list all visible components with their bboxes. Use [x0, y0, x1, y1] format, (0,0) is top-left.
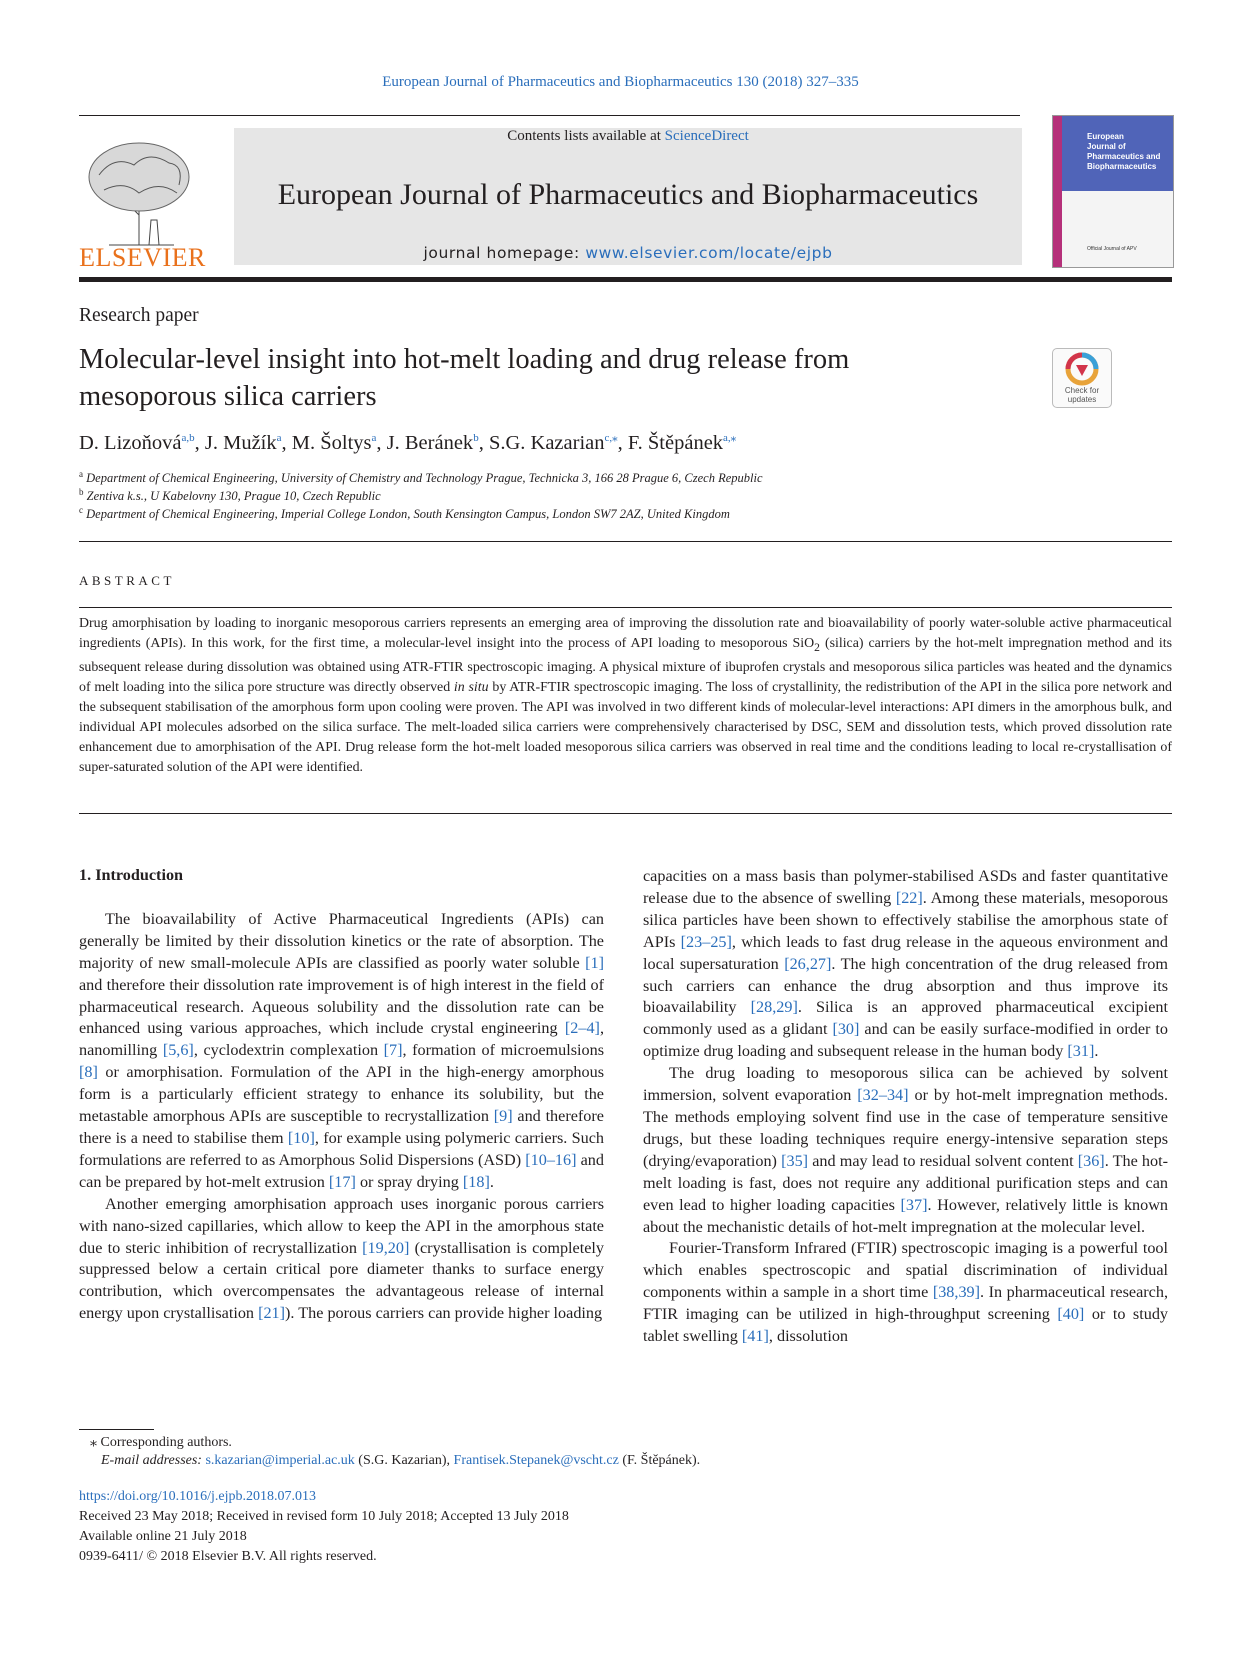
citation-link[interactable]: [9]: [493, 1107, 513, 1126]
affiliation-mark: b: [79, 487, 84, 497]
body-text: The drug loading to mesoporous silica can be achieved by solvent immersion, solvent evaporation: [643, 1064, 1168, 1105]
body-text: and can be prepared by hot-melt extrusion: [79, 1150, 604, 1191]
author-name[interactable]: S.G. Kazarian: [488, 431, 605, 454]
section-rule: [79, 813, 1172, 814]
homepage-prefix: journal homepage:: [423, 244, 586, 262]
citation-link[interactable]: [10–16]: [525, 1150, 577, 1169]
email-label: E-mail addresses:: [101, 1453, 206, 1468]
received-dates: Received 23 May 2018; Received in revised form 10 July 2018; Accepted 13 July 2018: [79, 1509, 569, 1524]
citation-link[interactable]: [17]: [328, 1172, 356, 1191]
email-link[interactable]: s.kazarian@imperial.ac.uk: [205, 1453, 355, 1468]
right-paragraphs: [643, 866, 1168, 1348]
affiliation-text: Zentiva k.s., U Kabelovny 130, Prague 10, Czech Republic: [86, 489, 381, 504]
cover-title-text: [1087, 132, 1160, 172]
author-name[interactable]: M. Šoltys: [291, 431, 372, 454]
body-text: ). The porous carriers can provide higher loading: [285, 1304, 603, 1323]
citation-link[interactable]: [36]: [1077, 1151, 1105, 1170]
body-text: or spray drying: [355, 1172, 463, 1191]
author-affiliation-marks[interactable]: a,⁎: [723, 432, 737, 444]
section-heading: 1. Introduction: [79, 866, 184, 884]
body-text: , nanomilling: [79, 1019, 604, 1060]
journal-title: European Journal of Pharmaceutics and Biopharmaceutics: [277, 178, 979, 211]
citation-link[interactable]: [8]: [79, 1063, 98, 1082]
publisher-wordmark: ELSEVIER: [79, 243, 206, 272]
affiliation-b: [79, 487, 381, 504]
body-text: Another emerging amorphisation approach uses inorganic porous carriers with nano-sized capillaries, which allow to keep the API in the amorphous state due to steric inhibition of recrystallization: [79, 1194, 604, 1257]
section-rule: [79, 541, 1172, 542]
abstract-part: Drug amorphisation by loading to inorganic mesoporous carriers represents an emerging area of improving the dissolution rate and bioavailability of poorly water-soluble active pharmaceutical ingredients (APIs). In this work, for the first time, a molecular-level insight into the process of API loading to mesoporous SiO: [79, 616, 1172, 652]
check-for-updates-label: Check for updates: [1064, 386, 1100, 404]
body-paragraph: [643, 1238, 1168, 1348]
abstract-part: (silica) carriers by the hot-melt impregnation method and its subsequent release during dissolution was obtained using ATR-FTIR spectroscopic imaging. A physical mixture of ibuprofen crystals and mesoporous silica particles was heated and the dynamics of melt loading into the silica pore structure was directly observed: [79, 636, 1172, 696]
affiliation-a: [79, 469, 763, 486]
body-text: and can be easily surface-modified in order to optimize drug loading and subsequent release in the human body: [643, 1020, 1168, 1061]
body-text: , formation of microemulsions: [402, 1041, 605, 1060]
citation-link[interactable]: [37]: [900, 1195, 928, 1214]
author-affiliation-marks[interactable]: b: [473, 432, 479, 444]
homepage-link[interactable]: www.elsevier.com/locate/ejpb: [585, 244, 833, 262]
body-text: and may lead to residual solvent content: [808, 1151, 1078, 1170]
body-text: . The high concentration of the drug released from such carriers can enhance the drug absorption and thus improve its bioavailability: [643, 954, 1168, 1017]
author-name[interactable]: D. Lizoňová: [79, 431, 182, 454]
citation-link[interactable]: [21]: [258, 1304, 286, 1323]
citation-link[interactable]: [31]: [1067, 1042, 1095, 1061]
sciencedirect-link[interactable]: ScienceDirect: [664, 128, 749, 144]
author-name[interactable]: J. Mužík: [204, 431, 277, 454]
body-text: .: [489, 1172, 494, 1191]
body-text: and therefore there is a need to stabilise them: [79, 1107, 604, 1147]
author-name[interactable]: F. Štěpánek: [627, 431, 724, 454]
body-paragraph: [79, 1194, 604, 1325]
author-list: D. Lizoňová$^{a,b}$, J. Mužík$^a$, M. Šoltys$^a$, J. Beránek$^b$, S.G. Kazarian$^{c,⁎}$, F. Štěpánek$^{a,⁎}$: [79, 431, 737, 454]
email-link[interactable]: Frantisek.Stepanek@vscht.cz: [453, 1453, 619, 1468]
citation-link[interactable]: [19,20]: [362, 1238, 410, 1257]
body-text: . Silica is an approved pharmaceutical excipient commonly used as a glidant: [643, 998, 1168, 1039]
citation-link[interactable]: [28,29]: [750, 998, 798, 1017]
journal-homepage: [234, 244, 1022, 262]
body-text: Fourier-Transform Infrared (FTIR) spectroscopic imaging is a powerful tool which enables spectroscopic and spatial discrimination of individual components within a sample in a short time: [643, 1239, 1168, 1302]
contents-prefix: Contents lists available at: [507, 128, 665, 144]
journal-reference-link[interactable]: European Journal of Pharmaceutics and Biopharmaceutics 130 (2018) 327–335: [382, 74, 859, 90]
body-text: , which leads to fast drug release in the aqueous environment and local supersaturation: [643, 932, 1168, 973]
author-affiliation-marks[interactable]: c,⁎: [604, 432, 618, 444]
citation-link[interactable]: [32–34]: [857, 1086, 909, 1105]
affiliation-mark: c: [79, 505, 83, 515]
body-text: and therefore their dissolution rate improvement is of high interest in the field of pharmaceutical research. Aqueous solubility and the dissolution rate can be enhanced using various approaches, which include crystal engineering: [79, 975, 604, 1038]
cover-title-line: Pharmaceutics and: [1087, 152, 1161, 161]
body-text: or amorphisation. Formulation of the API in the high-energy amorphous form is a particularly efficient strategy to enhance its solubility, but the metastable amorphous APIs are susceptible to recrystallization: [79, 1063, 604, 1126]
citation-link[interactable]: [1]: [585, 953, 604, 972]
abstract-text: [79, 614, 1172, 779]
affiliation-text: Department of Chemical Engineering, University of Chemistry and Technology Prague, Technicka 3, 166 28 Prague 6, Czech Republic: [86, 471, 763, 486]
citation-link[interactable]: [26,27]: [784, 954, 832, 973]
affiliation-mark: a: [79, 469, 83, 479]
author-affiliation-marks[interactable]: a: [371, 432, 377, 444]
citation-link[interactable]: [41]: [741, 1327, 769, 1346]
body-text: . However, relatively little is known about the mechanistic details of hot-melt impregnation at the molecular level.: [643, 1195, 1169, 1236]
body-paragraph: [643, 1063, 1168, 1238]
body-text: , dissolution: [768, 1327, 849, 1346]
available-online: Available online 21 July 2018: [79, 1529, 247, 1544]
body-text: .: [1094, 1042, 1099, 1061]
body-text: or by hot-melt impregnation methods. The methods employing solvent find use in the case of temperature sensitive drugs, but these loading techniques require energy-intensive separation steps (drying/evaporation): [643, 1086, 1168, 1170]
header-top-rule: [79, 115, 1020, 116]
author-name[interactable]: J. Beránek: [386, 431, 474, 454]
citation-link[interactable]: [38,39]: [932, 1283, 981, 1302]
cover-footer-text: Official Journal of APV: [1087, 246, 1137, 252]
citation-link[interactable]: [40]: [1057, 1305, 1085, 1324]
footnote-rule: [79, 1429, 154, 1430]
body-text: . Among these materials, mesoporous silica particles have been shown to effectively stabilise the amorphous state of APIs: [643, 888, 1169, 951]
email-owner: (S.G. Kazarian),: [354, 1453, 454, 1468]
affiliation-text: Department of Chemical Engineering, Imperial College London, South Kensington Campus, London SW7 2AZ, United Kingdom: [86, 507, 730, 522]
section-rule: [79, 607, 1172, 608]
journal-cover-thumbnail[interactable]: [1052, 115, 1174, 268]
citation-link[interactable]: [18]: [462, 1172, 490, 1191]
body-text: or to study tablet swelling: [643, 1305, 1169, 1346]
cover-title-line: Biopharmaceutics: [1087, 162, 1157, 171]
header-thick-rule: [79, 277, 1172, 282]
affiliation-c: [79, 505, 730, 522]
left-paragraphs: [79, 909, 604, 1325]
citation-link[interactable]: [2–4]: [564, 1019, 600, 1038]
subscript: 2: [814, 640, 820, 654]
contents-availability: [234, 128, 1022, 145]
copyright-line: 0939-6411/ © 2018 Elsevier B.V. All rights reserved.: [79, 1549, 377, 1564]
body-text: . The hot-melt loading is fast, does not require any additional purification steps and can even lead to higher loading capacities: [643, 1151, 1169, 1214]
citation-link[interactable]: [30]: [832, 1020, 860, 1039]
citation-link[interactable]: [35]: [781, 1151, 809, 1170]
body-column-left: [79, 865, 604, 1325]
corresponding-note: ⁎ Corresponding authors.: [90, 1435, 232, 1450]
check-for-updates-icon: [1053, 349, 1111, 389]
body-text: The bioavailability of Active Pharmaceutical Ingredients (APIs) can generally be limited by their dissolution kinetics or the rate of absorption. The majority of new small-molecule APIs are classified as poorly water soluble: [79, 909, 604, 972]
body-text: capacities on a mass basis than polymer-stabilised ASDs and faster quantitative release due to the absence of swelling: [643, 867, 1168, 907]
citation-link[interactable]: [7]: [383, 1041, 403, 1060]
doi-link[interactable]: https://doi.org/10.1016/j.ejpb.2018.07.013: [79, 1489, 316, 1504]
email-owner: (F. Štěpánek).: [618, 1453, 701, 1468]
body-paragraph: [643, 866, 1168, 1063]
check-for-updates-button[interactable]: [1052, 348, 1112, 408]
citation-link[interactable]: [5,6]: [162, 1041, 194, 1060]
citation-link[interactable]: [10]: [287, 1128, 315, 1147]
body-text: . In pharmaceutical research, FTIR imaging can be utilized in high-throughput screening: [643, 1283, 1168, 1324]
abstract-part: by ATR-FTIR spectroscopic imaging. The loss of crystallinity, the redistribution of the API in the silica pore network and the subsequent stabilisation of the amorphous form upon cooling were proven. The API was involved in two different kinds of molecular-level interactions: API dimers in the amorphous bulk, and individual API molecules adsorbed on the silica surface. The melt-loaded silica carriers were comprehensively characterised by DSC, SEM and dissolution tests, which proved dissolution rate enhancement due to amorphisation of the API. Drug release form the hot-melt loaded mesoporous silica carriers was observed in real time and the conditions leading to local re-crystallisation of super-saturated solution of the API were identified.: [79, 680, 1172, 776]
author-affiliation-marks[interactable]: a: [276, 432, 282, 444]
article-title: Molecular-level insight into hot-melt loading and drug release from mesoporous silica carriers: [79, 344, 850, 412]
author-affiliation-marks[interactable]: a,b: [181, 432, 195, 444]
abstract-heading: ABSTRACT: [79, 573, 175, 588]
cover-accent-strip: [1053, 116, 1062, 267]
email-addresses: [101, 1453, 700, 1469]
body-text: , cyclodextrin complexation: [193, 1041, 384, 1060]
body-text: (crystallisation is completely suppressed below a certain critical pore diameter thanks to surface energy contribution, which overcompensates the advantageous release of internal energy upon crystallisation: [79, 1238, 604, 1323]
cover-title-line: Journal of: [1087, 142, 1126, 151]
citation-link[interactable]: [22]: [895, 888, 923, 907]
article-type: Research paper: [79, 305, 199, 326]
body-text: , for example using polymeric carriers. Such formulations are referred to as Amorphous Solid Dispersions (ASD): [79, 1128, 604, 1169]
abstract-italic: in situ: [453, 680, 489, 696]
cover-title-line: European: [1087, 132, 1124, 141]
body-paragraph: [79, 909, 604, 1194]
body-column-right: [643, 866, 1168, 1348]
citation-link[interactable]: [23–25]: [680, 932, 732, 951]
